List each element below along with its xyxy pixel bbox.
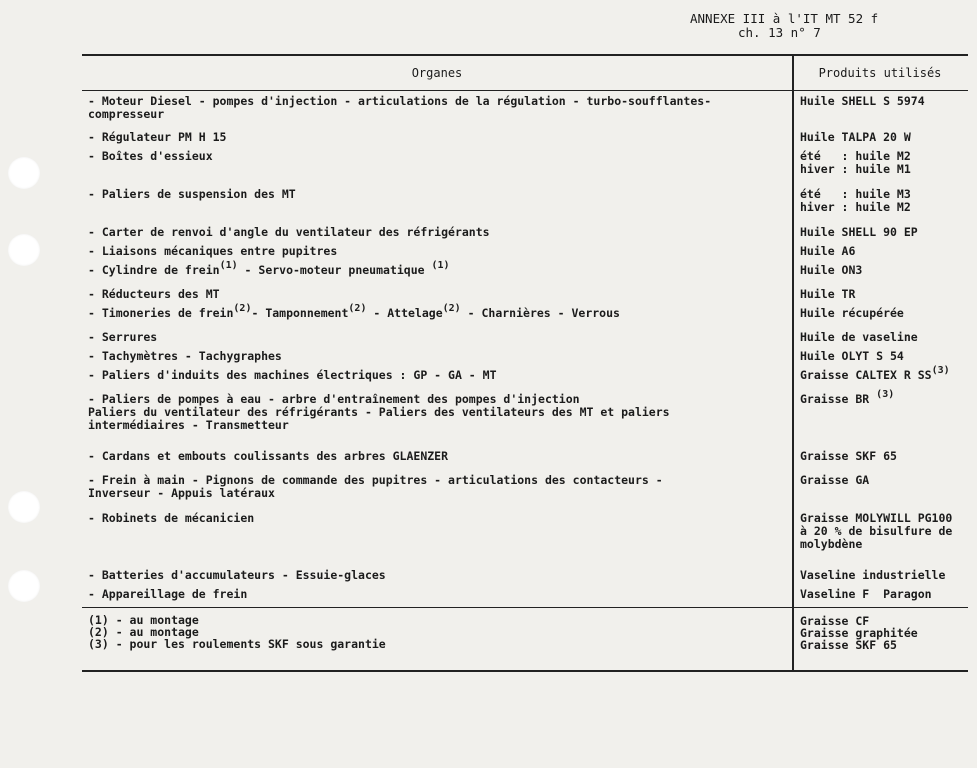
organe-line: - Liaisons mécaniques entre pupitres bbox=[88, 244, 338, 258]
product-cell: Graisse BR $^{(3)}$ bbox=[800, 389, 895, 406]
organe-line: - Appareillage de frein bbox=[88, 587, 248, 601]
footnote-text: (2) - au montage bbox=[88, 625, 199, 639]
product-cell: Huile de vaseline bbox=[800, 330, 918, 344]
organe-cell bbox=[82, 508, 792, 565]
organe-cell bbox=[82, 389, 792, 446]
footnote-product: Graisse SKF 65 bbox=[800, 638, 897, 652]
footnote-marks bbox=[82, 608, 792, 670]
table-row bbox=[82, 365, 968, 389]
organe-line: Inverseur - Appuis latéraux bbox=[88, 486, 275, 500]
organe-cell bbox=[82, 565, 792, 584]
table-header bbox=[82, 56, 968, 91]
organe-line: - Cardans et embouts coulissants des arbres GLAENZER bbox=[88, 449, 449, 463]
organe-line: - Paliers de pompes à eau - arbre d'entraînement des pompes d'injection bbox=[88, 392, 580, 406]
product-cell: Huile SHELL S 5974 bbox=[800, 94, 925, 108]
product-cell: Graisse CALTEX R SS$^{(3)}$ bbox=[800, 365, 950, 382]
punch-hole bbox=[8, 157, 40, 189]
organe-cell bbox=[82, 127, 792, 146]
table-row bbox=[82, 470, 968, 508]
organe-line: - Serrures bbox=[88, 330, 158, 344]
organe-cell bbox=[82, 146, 792, 184]
table-row bbox=[82, 584, 968, 607]
table-body bbox=[82, 91, 968, 607]
organe-cell bbox=[82, 365, 792, 389]
footnote-marker: (2) bbox=[233, 303, 252, 314]
lubrication-table bbox=[82, 54, 968, 672]
table-row bbox=[82, 508, 968, 565]
table-row bbox=[82, 241, 968, 260]
column-divider bbox=[792, 56, 794, 670]
organe-line: compresseur bbox=[88, 107, 165, 121]
table-row bbox=[82, 565, 968, 584]
annex-line-1: ANNEXE III à l'IT MT 52 f bbox=[690, 11, 879, 26]
organe-line: intermédiaires - Transmetteur bbox=[88, 418, 289, 432]
product-cell: Huile OLYT S 54 bbox=[800, 349, 904, 363]
organe-cell bbox=[82, 470, 792, 508]
organe-line: - Moteur Diesel - pompes d'injection - articulations de la régulation - turbo-soufflantes- bbox=[88, 94, 712, 108]
product-cell: Huile A6 bbox=[800, 244, 856, 258]
footnote-marker: (1) bbox=[431, 260, 450, 271]
table-row bbox=[82, 346, 968, 365]
table-row bbox=[82, 127, 968, 146]
organe-cell bbox=[82, 346, 792, 365]
table-row bbox=[82, 327, 968, 346]
punch-hole bbox=[8, 491, 40, 523]
annex-line-2: ch. 13 n° 7 bbox=[738, 25, 821, 40]
footnote-products bbox=[792, 608, 968, 670]
table-row bbox=[82, 91, 968, 127]
product-cell: Huile ON3 bbox=[800, 263, 863, 277]
organe-line: - Frein à main - Pignons de commande des pupitres - articulations des contacteurs - bbox=[88, 473, 663, 487]
organe-line: Paliers du ventilateur des réfrigérants - Paliers des ventilateurs des MT et paliers bbox=[88, 405, 670, 419]
footnote-marker: (3) bbox=[931, 365, 950, 376]
product-cell: Vaseline F Paragon bbox=[800, 587, 932, 601]
organe-cell bbox=[82, 91, 792, 127]
organe-line: - Paliers d'induits des machines électriques : GP - GA - MT bbox=[88, 368, 497, 382]
organe-line: - Cylindre de frein$^{(1)}$ - Servo-moteur pneumatique $^{(1)}$ bbox=[88, 260, 450, 277]
footnote-row bbox=[82, 608, 968, 670]
table-row bbox=[82, 146, 968, 184]
product-cell: Graisse SKF 65 bbox=[800, 449, 897, 463]
organe-line: - Timoneries de frein$^{(2)}$- Tamponnement$^{(2)}$ - Attelage$^{(2)}$ - Charnières - Verrous bbox=[88, 303, 620, 320]
footnote-marker: (1) bbox=[219, 260, 238, 271]
annex-reference bbox=[690, 12, 878, 40]
product-cell: été : huile M3 hiver : huile M2 bbox=[800, 187, 911, 214]
footnote-text: (3) - pour les roulements SKF sous garantie bbox=[88, 637, 386, 651]
organe-cell bbox=[82, 184, 792, 222]
organe-line: - Robinets de mécanicien bbox=[88, 511, 255, 525]
table-row bbox=[82, 184, 968, 222]
product-cell: Huile SHELL 90 EP bbox=[800, 225, 918, 239]
footnote-marker: (2) bbox=[348, 303, 367, 314]
product-cell: Graisse GA bbox=[800, 473, 870, 487]
organe-cell bbox=[82, 241, 792, 260]
organe-cell bbox=[82, 303, 792, 327]
organe-cell bbox=[82, 222, 792, 241]
header-produits: Produits utilisés bbox=[818, 66, 942, 80]
organe-line: - Régulateur PM H 15 bbox=[88, 130, 227, 144]
organe-line: - Boîtes d'essieux bbox=[88, 149, 213, 163]
footnote-product: Graisse CF bbox=[800, 614, 870, 628]
table-row bbox=[82, 446, 968, 470]
footnote-marker: (3) bbox=[876, 389, 895, 400]
organe-cell bbox=[82, 260, 792, 284]
footnote-marker: (2) bbox=[442, 303, 461, 314]
table-row bbox=[82, 260, 968, 284]
organe-cell bbox=[82, 584, 792, 607]
product-cell: Huile TALPA 20 W bbox=[800, 130, 911, 144]
product-cell: Vaseline industrielle bbox=[800, 568, 946, 582]
product-cell: été : huile M2 hiver : huile M1 bbox=[800, 149, 911, 176]
organe-line: - Réducteurs des MT bbox=[88, 287, 220, 301]
table-row bbox=[82, 222, 968, 241]
product-cell: Huile TR bbox=[800, 287, 856, 301]
punch-hole bbox=[8, 570, 40, 602]
product-cell: Huile récupérée bbox=[800, 306, 904, 320]
organe-cell bbox=[82, 446, 792, 470]
organe-line: - Paliers de suspension des MT bbox=[88, 187, 296, 201]
organe-cell bbox=[82, 284, 792, 303]
table-row bbox=[82, 284, 968, 303]
table-row bbox=[82, 389, 968, 446]
header-organes: Organes bbox=[411, 66, 463, 80]
organe-line: - Tachymètres - Tachygraphes bbox=[88, 349, 282, 363]
organe-line: - Carter de renvoi d'angle du ventilateur des réfrigérants bbox=[88, 225, 490, 239]
organe-line: - Batteries d'accumulateurs - Essuie-glaces bbox=[88, 568, 386, 582]
organe-cell bbox=[82, 327, 792, 346]
footnote-text: (1) - au montage bbox=[88, 613, 199, 627]
product-cell: Graisse MOLYWILL PG100 à 20 % de bisulfure de molybdène bbox=[800, 511, 953, 551]
punch-hole bbox=[8, 234, 40, 266]
table-row bbox=[82, 303, 968, 327]
footnote-product: Graisse graphitée bbox=[800, 626, 918, 640]
table-footnotes bbox=[82, 607, 968, 670]
